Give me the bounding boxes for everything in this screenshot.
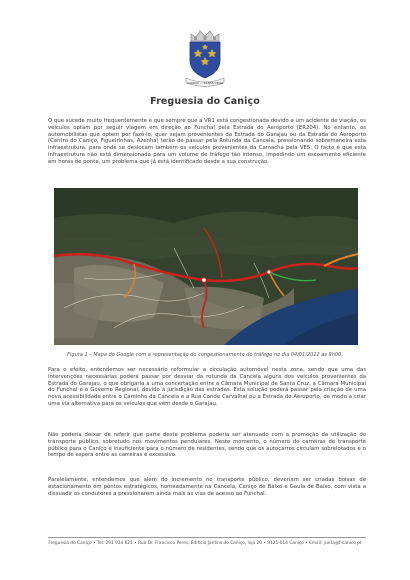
figure-caption: Figura 1 – Mapa do Google com a representação do congestionamento do tráfego no dia 04/01/2022 às 9h00. [67, 352, 343, 358]
document-title: Freguesia do Caniço [150, 96, 260, 107]
svg-text:CANIÇO — SANTA CRUZ: CANIÇO — SANTA CRUZ [187, 81, 223, 85]
paragraph-3: Não poderia deixar de referir que parte deste problema poderia ser atenuado com a promoção da utilização do transporte público, sobretudo nos movimentos pendulares. Neste momento, o número de carreiras de transporte público para o Caniço é insuficiente para o número de residentes, sendo que os autocarros circulam sobrelotados e o tempo de espera entre as carreiras é excessivo. [48, 432, 366, 459]
paragraph-1: O que sucede muito frequentemente é que sempre que a VR1 está congestionada devido a um acidente de viação, os veículos optam por seguir viagem em direção ao Funchal pela Estrada do Aeroporto (ER204). No entanto, os automobilistas que optem por fazê-lo, quer sejam provenientes da Estrada do Garajau ou da Estrada do Aeroporto (Centro do Caniço, Figueirinhas, Azenha) terão de passar pela Rotunda da Cancela, pressionando sobremaneira esta infraestrutura, para onde se deslocam também os veículos provenientes da Camacha pela VE5. O facto é que esta infraestrutura não está dimensionada para um volume de tráfego tão intenso, impedindo um escoamento eficiente em horas de ponta, um problema que já está identificado desde a sua construção. [48, 118, 366, 165]
traffic-map-image [54, 188, 358, 345]
coat-of-arms-logo [182, 28, 228, 90]
footer-contact: Freguesia do Caniço • Tel: 291 934 621 • Rua Dr. Francisco Peres, Edifício Jardins do Caniço, loja 20 • 9125-014 Caniço • Email: junta@f-canico.pt [48, 541, 362, 546]
footer-divider [48, 537, 366, 538]
paragraph-4: Paralelamente, entendemos que além do incremento no transporte público, deveriam ser criadas bolsas de estacionamento em pontos estratégicos, nomeadamente na Cancela, Caniço de Baixo e Gaula de Baixo, com vista a dissuadir os condutores a pressionarem ainda mais as vias de acesso ao Funchal. [48, 477, 366, 497]
paragraph-2: Para o efeito, entendemos ser necessário reformular a circulação automóvel nesta zona, sendo que uma das intervenções necessárias poderá passar por desviar da rotunda da Cancela alguns dos veículos provenientes da Estrada do Garajau, o que obrigaria a uma concertação entre a Câmara Municipal de Santa Cruz, a Câmara Municipal do Funchal e o Governo Regional, devido à jurisdição das estradas. Esta solução poderá passar pela criação de uma nova acessibilidade entre o Caminho da Cancela e a Rua Conde Carvalhal ou a Estrada do Aeroporto, de modo a criar uma via alternativa para os veículos que vêm desde o Garajau. [48, 367, 366, 407]
